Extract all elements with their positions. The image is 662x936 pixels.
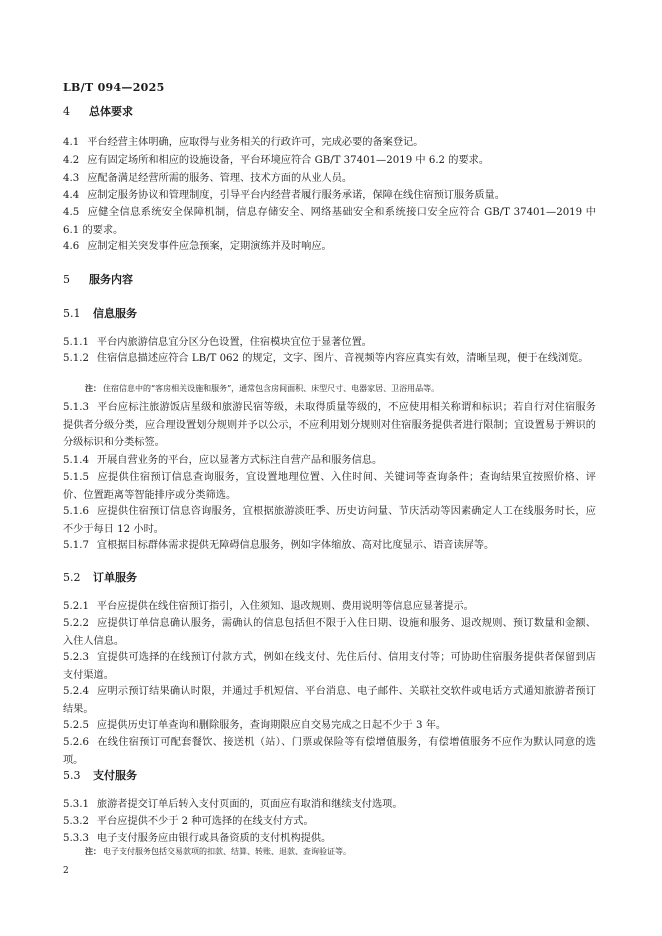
clause-5-1-6: 5.1.6 应提供住宿预订信息咨询服务，宜根据旅游淡旺季、历史访问量、节庆活动等因素确定人工在线服务时长，应不少于每日 12 小时。 [63, 506, 596, 535]
clause-5-2-1: 5.2.1 平台应提供在线住宿预订指引，入住须知、退改规则、费用说明等信息应显著提示。 [63, 601, 474, 612]
clause-5-1-1: 5.1.1 平台内旅游信息宜分区分色设置，住宿模块宜位于显著位置。 [63, 337, 372, 348]
clause-5-1-2: 5.1.2 住宿信息描述应符合 LB/T 062 的规定，文字、图片、音视频等内容应真实有效，清晰呈现，便于在线浏览。 [63, 353, 589, 364]
section-4-heading: 4 总体要求 [63, 105, 133, 118]
clause-4-4: 4.4 应制定服务协议和管理制度，引导平台内经营者履行服务承诺，保障在线住宿预订服务质量。 [63, 190, 505, 201]
clause-4-5: 4.5 应健全信息系统安全保障机制，信息存储安全、网络基础安全和系统接口安全应符合 GB/T 37401—2019 中 6.1 的要求。 [63, 207, 596, 236]
clause-5-2-4: 5.2.4 应明示预订结果确认时限，并通过手机短信、平台消息、电子邮件、关联社交软件或电话方式通知旅游者预订结果。 [63, 686, 596, 715]
clause-5-1-3: 5.1.3 平台应标注旅游饭店星级和旅游民宿等级，未取得质量等级的，不应使用相关称谓和标识；若自行对住宿服务提供者分级分类，应合理设置划分规则并予以公示，不应利用划分规则对住宿服务提供者进行限制；宜设置易于辨识的分级标识和分类标签。 [63, 402, 596, 448]
clause-4-6: 4.6 应制定相关突发事件应急预案，定期演练并及时响应。 [63, 241, 332, 252]
clause-5-2-6: 5.2.6 在线住宿预订可配套餐饮、接送机（站）、门票或保险等有偿增值服务，有偿增值服务不应作为默认同意的选项。 [63, 737, 596, 766]
note-electronic-payment: 注： 电子支付服务包括交易款项的扣款、结算、转账、退款、查询验证等。 [85, 846, 351, 856]
subsection-5-2-heading: 5.2 订单服务 [63, 571, 137, 584]
page-number: 2 [63, 866, 69, 876]
standard-code: LB/T 094—2025 [63, 81, 165, 94]
note-room-facilities: 注： 住宿信息中的“客房相关设施和服务”，通常包含房间面积、床型尺寸、电器家居、卫浴用品等。 [85, 383, 440, 393]
clause-5-1-7: 5.1.7 宜根据目标群体需求提供无障碍信息服务，例如字体缩放、高对比度显示、语音读屏等。 [63, 540, 495, 551]
clause-5-1-4: 5.1.4 开展自营业务的平台，应以显著方式标注自营产品和服务信息。 [63, 455, 383, 466]
clause-4-1: 4.1 平台经营主体明确，应取得与业务相关的行政许可，完成必要的备案登记。 [63, 137, 424, 148]
subsection-5-3-heading: 5.3 支付服务 [63, 769, 137, 782]
clause-4-2: 4.2 应有固定场所和相应的设施设备，平台环境应符合 GB/T 37401—2019 中 6.2 的要求。 [63, 155, 490, 166]
clause-5-2-2: 5.2.2 应提供订单信息确认服务，需确认的信息包括但不限于入住日期、设施和服务、退改规则、预订数量和金额、入住人信息。 [63, 618, 596, 647]
clause-5-2-3: 5.2.3 宜提供可选择的在线预订付款方式，例如在线支付、先住后付、信用支付等；可协助住宿服务提供者保留到店支付渠道。 [63, 652, 596, 681]
clause-5-3-3: 5.3.3 电子支付服务应由银行或具备资质的支付机构提供。 [63, 833, 332, 844]
clause-5-2-5: 5.2.5 应提供历史订单查询和删除服务，查询期限应自交易完成之日起不少于 3 年。 [63, 720, 447, 731]
clause-5-3-2: 5.3.2 平台应提供不少于 2 种可选择的在线支付方式。 [63, 816, 314, 827]
subsection-5-1-heading: 5.1 信息服务 [63, 307, 137, 320]
clause-4-3: 4.3 应配备满足经营所需的服务、管理、技术方面的从业人员。 [63, 173, 353, 184]
clause-5-3-1: 5.3.1 旅游者提交订单后转入支付页面的，页面应有取消和继续支付选项。 [63, 799, 403, 810]
clause-5-1-5: 5.1.5 应提供住宿预订信息查询服务，宜设置地理位置、入住时间、关键词等查询条件；查询结果宜按照价格、评价、位置距离等智能排序或分类筛选。 [63, 472, 596, 501]
section-5-heading: 5 服务内容 [63, 273, 133, 286]
